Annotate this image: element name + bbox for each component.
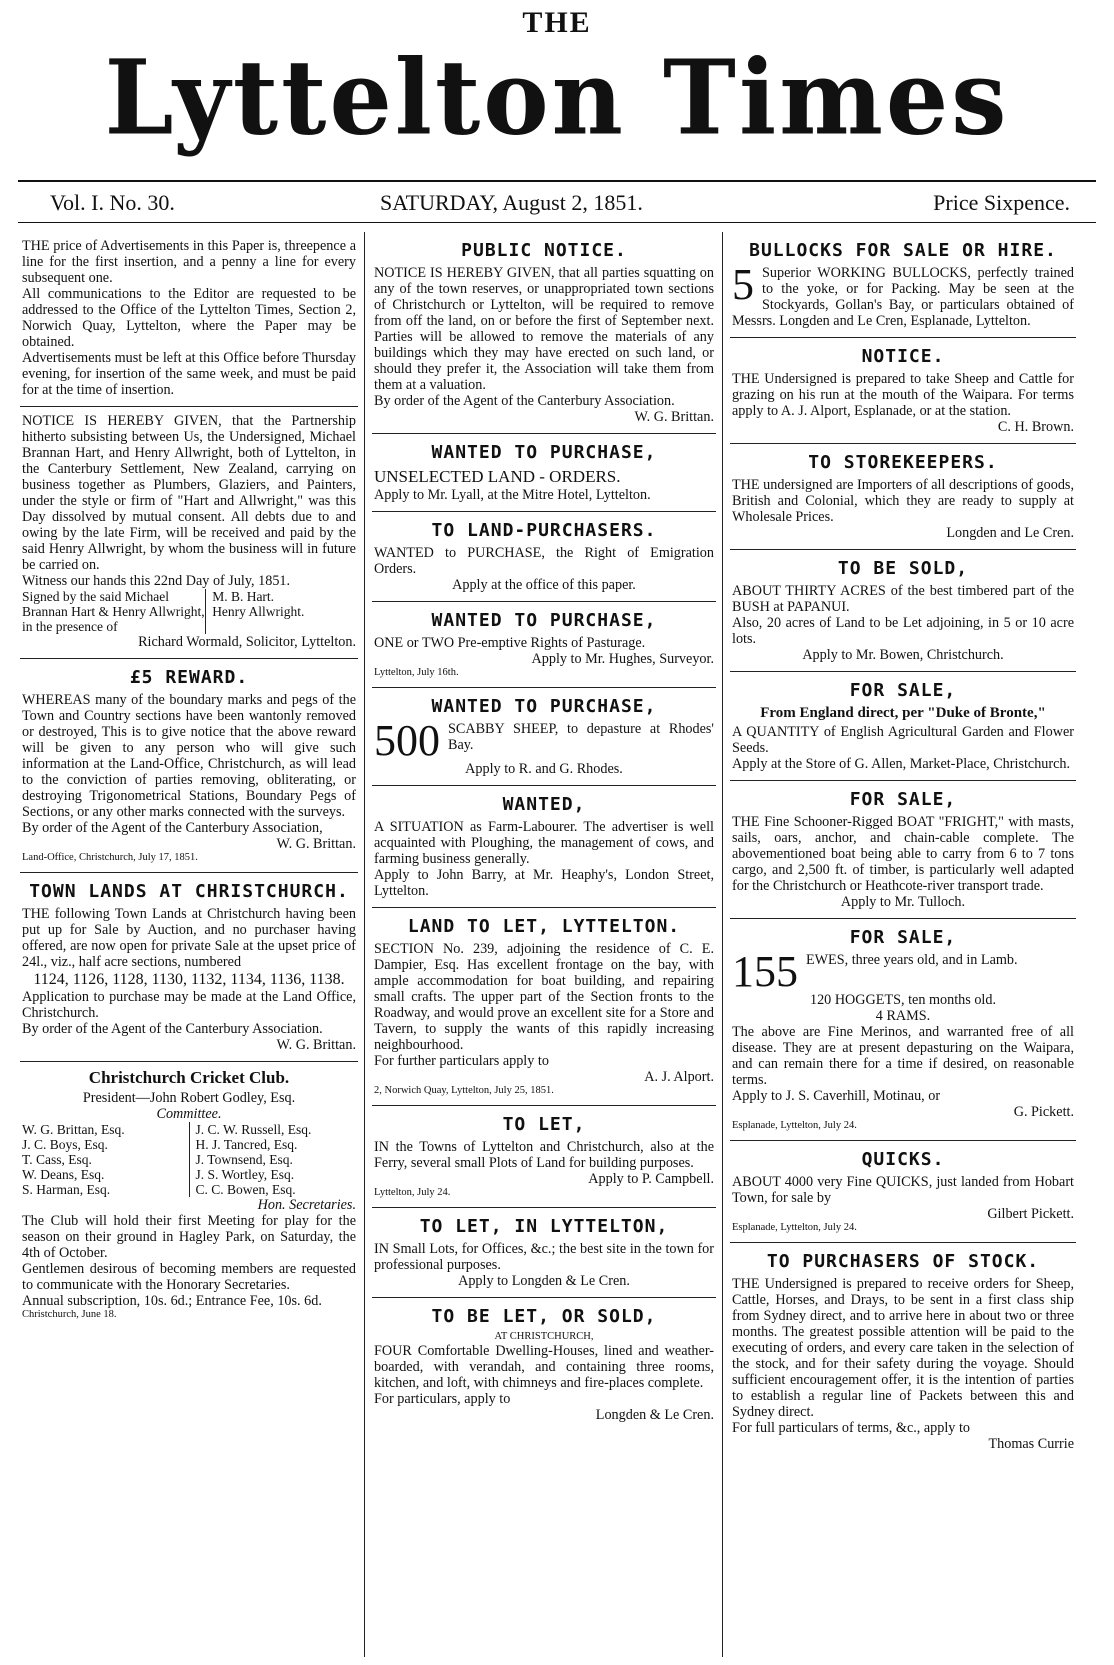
ad-heading: NOTICE. — [861, 346, 945, 367]
ad-paragraph: Also, 20 acres of Land to be Let adjoining, in 5 or 10 acre lots. — [732, 615, 1074, 647]
ad-place-date: Lyttelton, July 16th. — [374, 667, 459, 678]
dateline — [40, 190, 1080, 220]
ad-paragraph: Apply to Mr. Lyall, at the Mitre Hotel, Lyttelton. — [374, 487, 651, 503]
to-storekeepers — [730, 444, 1076, 550]
ad-heading: TO PURCHASERS OF STOCK. — [766, 1251, 1040, 1272]
committee-list — [22, 1122, 356, 1197]
ad-paragraph: The Club will hold their first Meeting for play for the season on their ground in Hagley Park, on Saturday, the 4th of October. — [22, 1213, 356, 1261]
ad-paragraph: A SITUATION as Farm-Labourer. The advertiser is well acquainted with Ploughing, the management of cows, and farming business generally. — [374, 819, 714, 867]
ad-paragraph: Apply to Mr. Hughes, Surveyor. — [531, 651, 714, 667]
ad-place-date: Christchurch, June 18. — [22, 1309, 117, 1320]
ad-paragraph: For particulars, apply to — [374, 1391, 511, 1407]
reward-notice — [20, 659, 358, 873]
cricket-club-notice — [20, 1062, 358, 1329]
ad-paragraph: Apply to Mr. Tulloch. — [840, 894, 966, 910]
wanted-sheep — [372, 688, 716, 786]
ad-heading: Christchurch Cricket Club. — [88, 1068, 290, 1087]
witness: Richard Wormald, Solicitor, Lyttelton. — [138, 634, 356, 650]
signature: W. G. Brittan. — [276, 836, 356, 852]
ad-paragraph: A QUANTITY of English Agricultural Garden and Flower Seeds. — [732, 724, 1074, 756]
volume-number: Vol. I. No. 30. — [50, 190, 175, 215]
ad-paragraph: ABOUT THIRTY ACRES of the best timbered part of the BUSH at PAPANUI. — [732, 583, 1074, 615]
committee-member: T. Cass, Esq. — [22, 1152, 92, 1167]
ad-paragraph: Witness our hands this 22nd Day of July, 1851. — [22, 573, 291, 589]
ad-place-date: Esplanade, Lyttelton, July 24. — [732, 1120, 857, 1131]
ad-heading: WANTED TO PURCHASE, — [431, 610, 657, 631]
sheep-count: 500 — [374, 716, 440, 765]
signature: Henry Allwright. — [212, 604, 305, 619]
wanted-pasturage — [372, 602, 716, 688]
ewe-count: 155 — [732, 947, 798, 996]
ad-paragraph: By order of the Agent of the Canterbury Association, — [22, 820, 323, 836]
column-2 — [372, 232, 716, 1657]
ad-paragraph: ABOUT 4000 very Fine QUICKS, just landed from Hobart Town, for sale by — [732, 1174, 1074, 1206]
signature: Gilbert Pickett. — [987, 1206, 1074, 1222]
to-let-lyttelton — [372, 1208, 716, 1298]
ad-heading: PUBLIC NOTICE. — [461, 240, 627, 261]
ad-place-date: Land-Office, Christchurch, July 17, 1851. — [22, 852, 198, 863]
ad-heading: £5 REWARD. — [129, 667, 249, 688]
signature: Longden & Le Cren. — [595, 1407, 714, 1423]
dateline-rule — [18, 222, 1096, 223]
signature: C. H. Brown. — [997, 419, 1074, 435]
signature: Thomas Currie — [988, 1436, 1074, 1452]
committee-member: J. C. W. Russell, Esq. — [195, 1122, 312, 1137]
committee-member: H. J. Tancred, Esq. — [195, 1137, 298, 1152]
column-3 — [730, 232, 1076, 1657]
ad-paragraph: Advertisements must be left at this Office before Thursday evening, for insertion of the same week, and must be paid for at the time of insertion. — [22, 350, 356, 398]
ad-paragraph: Application to purchase may be made at the Land Office, Christchurch. — [22, 989, 356, 1021]
ad-heading: FOR SALE, — [849, 789, 957, 810]
ad-paragraph: IN Small Lots, for Offices, &c.; the best site in the town for professional purposes. — [374, 1241, 714, 1273]
committee-member: J. C. Boys, Esq. — [22, 1137, 108, 1152]
ad-paragraph: Apply at the office of this paper. — [452, 577, 636, 593]
ad-paragraph: WANTED to PURCHASE, the Right of Emigration Orders. — [374, 545, 714, 577]
signature: A. J. Alport. — [644, 1069, 714, 1085]
committee-member: J. S. Wortley, Esq. — [195, 1167, 295, 1182]
ad-paragraph: Gentlemen desirous of becoming members are requested to communicate with the Honorary Secretaries. — [22, 1261, 356, 1293]
column-divider — [722, 232, 723, 1657]
committee-member: W. Deans, Esq. — [22, 1167, 105, 1182]
ad-heading: TO BE SOLD, — [837, 558, 969, 579]
club-president: President—John Robert Godley, Esq. — [82, 1090, 296, 1106]
masthead — [0, 0, 1114, 176]
price: Price Sixpence. — [933, 190, 1070, 215]
signed-text: Signed by the said Michael Brannan Hart & Henry Allwright, in the presence of — [22, 589, 205, 634]
to-land-purchasers — [372, 512, 716, 602]
ad-paragraph: Apply at the Store of G. Allen, Market-Place, Christchurch. — [732, 756, 1071, 772]
committee-member: J. Townsend, Esq. — [195, 1152, 293, 1167]
committee-member: C. C. Bowen, Esq. — [195, 1182, 296, 1197]
wanted-land-orders — [372, 434, 716, 512]
ad-paragraph: THE Undersigned is prepared to receive orders for Sheep, Cattle, Horses, and Drays, to be sent in a first class ship from Sydney direct, and to arrive here in about two or three months. The greatest possible attention will be paid to the executing of orders, and every care taken in the selection of the stock, and for their safety during the voyage. Should sufficient encouragement offer, it is the intention of parties to establish a regular line of Packets between this and Sydney direct. — [732, 1276, 1074, 1420]
signature: Longden and Le Cren. — [946, 525, 1074, 541]
ad-paragraph: By order of the Agent of the Canterbury Association. — [22, 1021, 323, 1037]
ad-paragraph: SCABBY SHEEP, to depasture at Rhodes' Bay. — [448, 721, 714, 753]
signature: W. G. Brittan. — [276, 1037, 356, 1053]
to-let — [372, 1106, 716, 1208]
ad-subheading: AT CHRISTCHURCH, — [494, 1331, 594, 1342]
bullock-count: 5 — [732, 260, 754, 309]
ad-line: 4 RAMS. — [875, 1008, 931, 1024]
column-1 — [20, 232, 358, 1657]
section-numbers: 1124, 1126, 1128, 1130, 1132, 1134, 1136, 1138. — [33, 971, 345, 988]
ad-heading: TO LET, IN LYTTELTON, — [419, 1216, 669, 1237]
ad-paragraph: THE Undersigned is prepared to take Sheep and Cattle for grazing on his run at the mouth of the Waipara. For terms apply to A. J. Alport, Esplanade, or at the station. — [732, 371, 1074, 419]
ad-paragraph: THE following Town Lands at Christchurch having been put up for Sale by Auction, and no purchaser having offered, are now open for private Sale at the upset price of 24l., viz., half acre sections, numbered — [22, 906, 356, 970]
boat-for-sale — [730, 781, 1076, 919]
ad-paragraph: THE Fine Schooner-Rigged BOAT "FRIGHT," with masts, sails, oars, anchor, and chain-cable complete. The abovementioned boat being able to carry from 6 to 7 tons cargo, and 2,500 ft. of timber, is particularly well adapted for the Christchurch or Heathcote-river transport trade. — [732, 814, 1074, 894]
ad-paragraph: The above are Fine Merinos, and warranted free of all disease. They are at present depasturing on the Waipara, and can remain there for a time if desired, on reasonable terms. — [732, 1024, 1074, 1088]
purchasers-of-stock — [730, 1243, 1076, 1460]
signature-block — [22, 589, 356, 634]
ad-subheading: From England direct, per "Duke of Bronte," — [760, 705, 1046, 721]
committee-member: W. G. Brittan, Esq. — [22, 1122, 125, 1137]
ad-heading: LAND TO LET, LYTTELTON. — [407, 916, 681, 937]
ad-place-date: Lyttelton, July 24. — [374, 1187, 451, 1198]
ad-paragraph: SECTION No. 239, adjoining the residence of C. E. Dampier, Esq. Has excellent frontage on the bay, with ample accommodation for boat building, and repairing small crafts. The upper part of the Section fronts to the Roadway, and would prove an excellent site for a Store and Tavern, to supply the wants of this rapidly increasing neighbourhood. — [374, 941, 714, 1053]
newspaper-title: Lyttelton Times — [104, 38, 1010, 159]
town-lands-notice — [20, 873, 358, 1062]
ad-paragraph: Apply to John Barry, at Mr. Heaphy's, London Street, Lyttelton. — [374, 867, 714, 899]
ad-paragraph: Superior WORKING BULLOCKS, perfectly trained to the yoke, or for Packing. May be seen at the Stockyards, Gollan's Bay, or particulars obtained of Messrs. Longden and Le Cren, Esplanade, Lyttelton. — [732, 265, 1074, 329]
quicks-for-sale — [730, 1141, 1076, 1243]
seeds-for-sale — [730, 672, 1076, 781]
column-divider — [364, 232, 365, 1657]
ad-heading: TO STOREKEEPERS. — [808, 452, 998, 473]
sheep-for-sale — [730, 919, 1076, 1141]
signature: W. G. Brittan. — [634, 409, 714, 425]
advertisement-rates — [20, 232, 358, 407]
committee-member: S. Harman, Esq. — [22, 1182, 111, 1197]
ad-paragraph: Apply to Mr. Bowen, Christchurch. — [802, 647, 1004, 663]
ad-heading: WANTED TO PURCHASE, — [431, 442, 657, 463]
committee-heading: Committee. — [156, 1106, 222, 1122]
issue-date: SATURDAY, August 2, 1851. — [380, 190, 643, 215]
ad-paragraph: Apply to J. S. Caverhill, Motinau, or — [732, 1088, 941, 1104]
ad-heading: TO LET, — [502, 1114, 586, 1135]
ad-paragraph: Apply to R. and G. Rhodes. — [465, 761, 623, 777]
partnership-notice — [20, 407, 358, 659]
secretaries-label: Hon. Secretaries. — [257, 1197, 356, 1213]
ad-heading: TO BE LET, OR SOLD, — [431, 1306, 657, 1327]
ad-paragraph: THE undersigned are Importers of all descriptions of goods, British and Colonial, which they are ready to supply at Wholesale Prices. — [732, 477, 1074, 525]
ad-paragraph: NOTICE IS HEREBY GIVEN, that all parties squatting on any of the town reserves, or unappropriated town sections of Christchurch or Lyttelton, will be required to remove from off the land, on or before the first of September next. Parties will be allowed to remove the materials of any buildings which they may have erected on such land, or should they prefer it, the Association will take them from them at a valuation. — [374, 265, 714, 393]
ad-heading: FOR SALE, — [849, 927, 957, 948]
ad-paragraph: For full particulars of terms, &c., apply to — [732, 1420, 970, 1436]
to-be-let-or-sold — [372, 1298, 716, 1431]
ad-paragraph: By order of the Agent of the Canterbury Association. — [374, 393, 675, 409]
top-rule — [18, 180, 1096, 182]
ad-paragraph: IN the Towns of Lyttelton and Christchurch, also at the Ferry, several small Plots of Land for building purposes. — [374, 1139, 714, 1171]
ad-paragraph: NOTICE IS HEREBY GIVEN, that the Partnership hitherto subsisting between Us, the Undersigned, Michael Brannan Hart, and Henry Allwright, both of Lyttelton, in the Canterbury Settlement, New Zealand, carrying on business together as Plumbers, Glaziers, and Painters, under the style or firm of "Hart and Allwright," was this Day dissolved by mutual consent. All debts due to and owing by the late Firm, will be received and paid by the said Henry Allwright, by whom the business will in future be carried on. — [22, 413, 356, 573]
ad-heading: WANTED, — [502, 794, 586, 815]
ad-paragraph: WHEREAS many of the boundary marks and pegs of the Town and Country sections have been wantonly removed or destroyed, This is to give notice that the above reward will be given to any person who will give such information at the Land-Office, Christchurch, as will lead to the conviction of parties removing, obliterating, or destroying Trigonometrical Stations, Boundary Pegs of Sections, or any other marks connected with the surveys. — [22, 692, 356, 820]
bush-to-be-sold — [730, 550, 1076, 672]
ad-paragraph: EWES, three years old, and in Lamb. — [806, 952, 1018, 968]
ad-paragraph: THE price of Advertisements in this Paper is, threepence a line for the first insertion, and a penny a line for every subsequent one. — [22, 238, 356, 286]
public-notice — [372, 232, 716, 434]
ad-paragraph: Annual subscription, 10s. 6d.; Entrance Fee, 10s. 6d. — [22, 1293, 322, 1309]
ad-paragraph: All communications to the Editor are requested to be addressed to the Office of the Lyttelton Times, Section 2, Norwich Quay, Lyttelton, where the Paper may be obtained. — [22, 286, 356, 350]
ad-paragraph: For further particulars apply to — [374, 1053, 549, 1069]
ad-place-date: 2, Norwich Quay, Lyttelton, July 25, 1851. — [374, 1085, 554, 1096]
ad-heading: BULLOCKS FOR SALE OR HIRE. — [749, 240, 1057, 261]
ad-place-date: Esplanade, Lyttelton, July 24. — [732, 1222, 857, 1233]
bullocks-for-sale — [730, 232, 1076, 338]
ad-line: 120 HOGGETS, ten months old. — [809, 992, 996, 1008]
ad-paragraph: UNSELECTED LAND - ORDERS. — [374, 467, 621, 486]
ad-heading: QUICKS. — [861, 1149, 945, 1170]
ad-paragraph: Apply to Longden & Le Cren. — [458, 1273, 630, 1289]
ad-heading: FOR SALE, — [849, 680, 957, 701]
land-to-let — [372, 908, 716, 1106]
wanted-situation — [372, 786, 716, 908]
signature: M. B. Hart. — [212, 589, 275, 604]
ad-paragraph: ONE or TWO Pre-emptive Rights of Pasturage. — [374, 635, 646, 651]
ad-paragraph: FOUR Comfortable Dwelling-Houses, lined and weather-boarded, with verandah, and containing three rooms, kitchen, and loft, with chimneys and fire-places complete. — [374, 1343, 714, 1391]
ad-heading: TOWN LANDS AT CHRISTCHURCH. — [29, 881, 349, 902]
signature: G. Pickett. — [1013, 1104, 1074, 1120]
ad-heading: TO LAND-PURCHASERS. — [431, 520, 657, 541]
grazing-notice — [730, 338, 1076, 444]
masthead-the: THE — [522, 6, 592, 39]
ad-paragraph: Apply to P. Campbell. — [588, 1171, 714, 1187]
ad-heading: WANTED TO PURCHASE, — [431, 696, 657, 717]
